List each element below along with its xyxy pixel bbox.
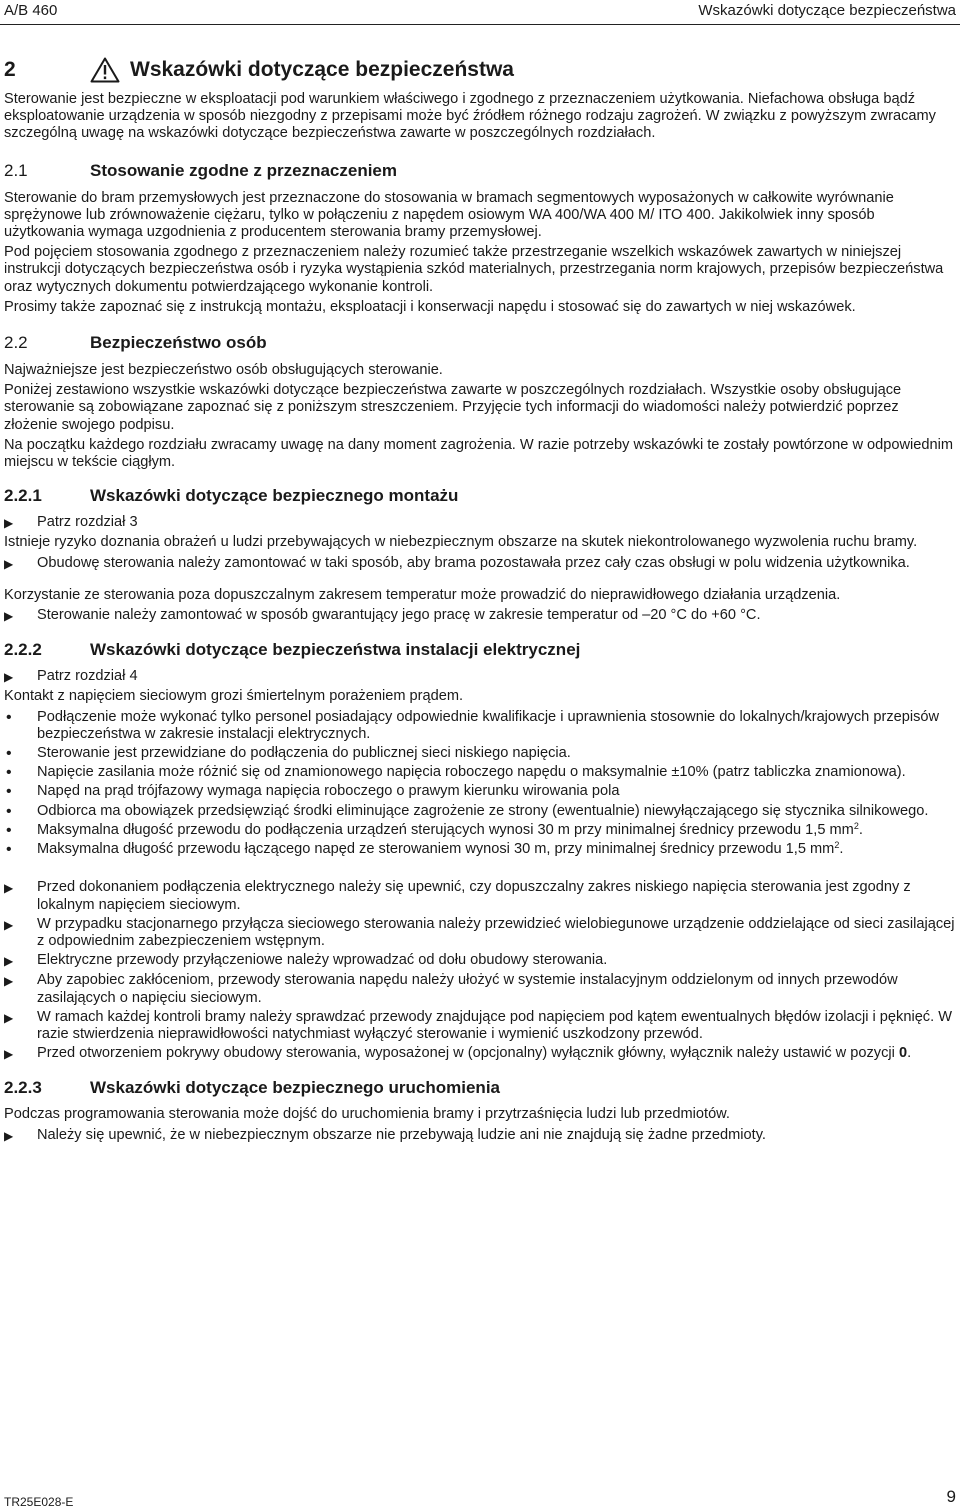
subsection-number: 2.1 <box>4 160 28 180</box>
switch-position-value: 0 <box>898 1045 908 1062</box>
action-item <box>4 555 956 573</box>
page-number: 9 <box>946 1487 956 1506</box>
triangle-arrow-icon: ▶ <box>4 881 14 896</box>
paragraph: Kontakt z napięciem sieciowym grozi śmiertelnym porażeniem prądem. <box>4 688 464 705</box>
bullet-item <box>4 764 956 781</box>
action-text: Elektryczne przewody przyłączeniowe należy wprowadzać od dołu obudowy sterowania. <box>37 952 608 969</box>
subsection-number: 2.2 <box>4 333 28 353</box>
spacer <box>4 860 956 879</box>
section-intro: Sterowanie jest bezpieczne w eksploatacji pod warunkiem właściwego i zgodnego z przeznaczeniem użytkowania. Niefachowa obsługa bądź eksploatowanie urządzenia w sposób niezgodny z przepisami może być źródłem różnego rodzaju zagrożeń. W związku z powyższym zwracamy szczególną uwagę na wskazówki dotyczące bezpieczeństwa zawarte w poszczególnych rozdziałach. <box>4 91 936 142</box>
subsection-number: 2.2.1 <box>4 486 42 506</box>
section-title: Wskazówki dotyczące bezpieczeństwa <box>130 58 514 82</box>
reference-text: Patrz rozdział 4 <box>37 668 138 685</box>
bullet-item <box>4 841 956 858</box>
spacer <box>4 575 956 587</box>
bullet-text: Napięcie zasilania może różnić się od znamionowego napięcia roboczego napędu o maksymalnie ±10% (patrz tabliczka znamionowa). <box>37 764 906 781</box>
subsection-title: Bezpieczeństwo osób <box>90 333 267 353</box>
bullet-text-end: . <box>858 821 863 838</box>
bullet-icon: • <box>6 783 12 801</box>
paragraph: Istnieje ryzyko doznania obrażeń u ludzi przebywających w niebezpiecznym obszarze na skutek niekontrolowanego wyzwolenia ruchu bramy. <box>4 534 918 551</box>
bullet-item <box>4 822 956 839</box>
section-2-2-heading <box>4 333 956 353</box>
bullet-icon: • <box>6 764 12 782</box>
action-item <box>4 879 956 913</box>
reference-text: Patrz rozdział 3 <box>37 514 138 531</box>
action-text <box>37 1045 956 1063</box>
action-item <box>4 1127 956 1145</box>
action-item <box>4 916 956 950</box>
triangle-arrow-icon: ▶ <box>4 1128 14 1143</box>
action-text-end: . <box>907 1045 912 1062</box>
action-item <box>4 607 956 625</box>
section-2-2-1-heading <box>4 486 956 506</box>
subsection-title: Wskazówki dotyczące bezpiecznego montażu <box>90 486 459 506</box>
subsection-title: Stosowanie zgodne z przeznaczeniem <box>90 160 398 180</box>
action-text: Obudowę sterowania należy zamontować w taki sposób, aby brama pozostawała przez cały czas obsługi w polu widzenia użytkownika. <box>37 554 910 571</box>
paragraph: Prosimy także zapoznać się z instrukcją montażu, eksploatacji i konserwacji napędu i stosować się do zawartych w niej wskazówek. <box>4 298 856 315</box>
paragraph: Pod pojęciem stosowania zgodnego z przeznaczeniem należy rozumieć także przestrzeganie wszelkich wskazówek zawartych w niniejszej instrukcji dotyczących bezpieczeństwa osób i ryzyka wystąpienia szkód materialnych, przestrzegania norm krajowych, przepisów bezpieczeństwa oraz wytycznych dokumentu potwierdzającego wykonanie kontroli. <box>4 244 944 295</box>
bullet-icon: • <box>6 841 12 859</box>
triangle-arrow-icon: ▶ <box>4 670 14 685</box>
triangle-arrow-icon: ▶ <box>4 1010 14 1025</box>
section-2-1-heading <box>4 161 956 181</box>
action-item <box>4 1009 956 1043</box>
bullet-icon: • <box>6 821 12 839</box>
triangle-arrow-icon: ▶ <box>4 609 14 624</box>
bullet-text-main: Maksymalna długość przewodu do podłączenia urządzeń sterujących wynosi 30 m przy minimalnej średnicy przewodu 1,5 mm <box>37 821 854 838</box>
action-text: W przypadku stacjonarnego przyłącza sieciowego sterowania należy przewidzieć wielobiegunowe urządzenie oddzielające od sieci zasilającej z odpowiednim zabezpieczeniem wstępnym. <box>37 915 955 949</box>
warning-triangle-icon <box>90 57 120 83</box>
paragraph: Najważniejsze jest bezpieczeństwo osób obsługujących sterowanie. <box>4 362 443 379</box>
bullet-text: Podłączenie może wykonać tylko personel posiadający odpowiednie kwalifikacje i uprawnienia stosownie do lokalnych/krajowych przepisów bezpieczeństwa w zakresie instalacji elektrycznych. <box>37 708 940 742</box>
paragraph: Na początku każdego rozdziału zwracamy uwagę na dany moment zagrożenia. W razie potrzeby wskazówki te zostały powtórzone w odpowiednim miejscu w tekście ciągłym. <box>4 436 954 471</box>
page-content <box>4 56 956 1147</box>
bullet-text: Napęd na prąd trójfazowy wymaga napięcia roboczego o prawym kierunku wirowania pola <box>37 783 620 800</box>
subsection-title: Wskazówki dotyczące bezpiecznego uruchomienia <box>90 1078 500 1098</box>
header-doc-id: A/B 460 <box>4 2 58 19</box>
paragraph: Sterowanie do bram przemysłowych jest przeznaczone do stosowania w bramach segmentowych wyposażonych w całkowite wyrównanie sprężynowe lub zrównoważenie ciężaru, tylko w połączeniu z napędem osiowym WA 400/WA 400 M/ ITO 400. Jakikolwiek inny sposób użytkowania wymaga uzgodnienia z producentem sterowania bramy przemysłowej. <box>4 189 894 241</box>
action-text: Przed dokonaniem podłączenia elektrycznego należy się upewnić, czy dopuszczalny zakres niskiego napięcia sterowania jest zgodny z lokalnym napięciem sieciowym. <box>37 879 911 913</box>
bullet-text: Odbiorca ma obowiązek przedsięwziąć środki eliminujące zagrożenie ze strony (ewentualnie) niewyłączającego się stycznika silnikowego. <box>37 802 929 819</box>
bullet-icon: • <box>6 802 12 820</box>
subsection-number: 2.2.3 <box>4 1078 42 1098</box>
action-item <box>4 1045 956 1063</box>
paragraph: Poniżej zestawiono wszystkie wskazówki dotyczące bezpieczeństwa zawarte w poszczególnych rozdziałach. Wszystkie osoby obsługujące sterowanie są zobowiązane zapoznać się z poniższym streszczeniem. Przyjęcie tych informacji do wiadomości należy potwierdzić poprzez złożenie swojego podpisu. <box>4 382 902 433</box>
superscript: 2 <box>853 820 859 831</box>
bullet-item <box>4 709 956 743</box>
action-text: Należy się upewnić, że w niebezpiecznym obszarze nie przebywają ludzie ani nie znajdują się żadne przedmioty. <box>37 1126 766 1143</box>
header-divider <box>0 24 960 25</box>
header-chapter-title: Wskazówki dotyczące bezpieczeństwa <box>698 2 956 19</box>
triangle-arrow-icon: ▶ <box>4 974 14 989</box>
subsection-title: Wskazówki dotyczące bezpieczeństwa instalacji elektrycznej <box>90 640 581 660</box>
bullet-text-end: . <box>839 841 844 858</box>
triangle-arrow-icon: ▶ <box>4 556 14 571</box>
bullet-text: Sterowanie jest przewidziane do podłączenia do publicznej sieci niskiego napięcia. <box>37 745 571 762</box>
paragraph: Korzystanie ze sterowania poza dopuszczalnym zakresem temperatur może prowadzić do nieprawidłowego działania urządzenia. <box>4 586 841 603</box>
superscript: 2 <box>834 840 840 851</box>
bullet-item <box>4 783 956 800</box>
triangle-arrow-icon: ▶ <box>4 516 14 531</box>
paragraph: Podczas programowania sterowania może dojść do uruchomienia bramy i przytrzaśnięcia ludzi lub przedmiotów. <box>4 1106 730 1123</box>
bullet-item <box>4 803 956 820</box>
triangle-arrow-icon: ▶ <box>4 917 14 932</box>
triangle-arrow-icon: ▶ <box>4 1047 14 1062</box>
bullet-icon: • <box>6 745 12 763</box>
action-text: Aby zapobiec zakłóceniom, przewody sterowania napędu należy ułożyć w systemie instalacyjnym oddzielonym od innych przewodów zasilających o napięciu sieciowym. <box>37 972 898 1006</box>
bullet-text <box>37 841 956 858</box>
triangle-arrow-icon: ▶ <box>4 954 14 969</box>
reference-item <box>4 514 956 532</box>
reference-item <box>4 668 956 686</box>
page-header <box>0 0 960 24</box>
subsection-number: 2.2.2 <box>4 640 42 660</box>
bullet-icon: • <box>6 708 12 726</box>
action-text-main: Przed otworzeniem pokrywy obudowy sterowania, wyposażonej w (opcjonalny) wyłącznik główny, wyłącznik należy ustawić w pozycji <box>37 1045 895 1062</box>
action-item <box>4 952 956 970</box>
action-item <box>4 972 956 1006</box>
bullet-item <box>4 745 956 762</box>
bullet-text <box>37 822 956 839</box>
section-number: 2 <box>4 58 16 82</box>
bullet-text-main: Maksymalna długość przewodu łączącego napęd ze sterowaniem wynosi 30 m, przy minimalnej średnicy przewodu 1,5 mm <box>37 841 835 858</box>
action-text: Sterowanie należy zamontować w sposób gwarantujący jego pracę w zakresie temperatur od –20 °C do +60 °C. <box>37 607 761 624</box>
section-2-2-2-heading <box>4 640 956 660</box>
action-text: W ramach każdej kontroli bramy należy sprawdzać przewody znajdujące pod napięciem pod kątem ewentualnych błędów izolacji i pęknięć. W razie stwierdzenia nieprawidłowości natychmiast wyłączyć sterowanie i wymienić uszkodzony przewód. <box>37 1008 952 1042</box>
footer-doc-code: TR25E028-E <box>4 1495 74 1509</box>
page-footer <box>0 1480 960 1509</box>
section-2-2-3-heading <box>4 1078 956 1098</box>
section-2-heading <box>4 56 956 84</box>
